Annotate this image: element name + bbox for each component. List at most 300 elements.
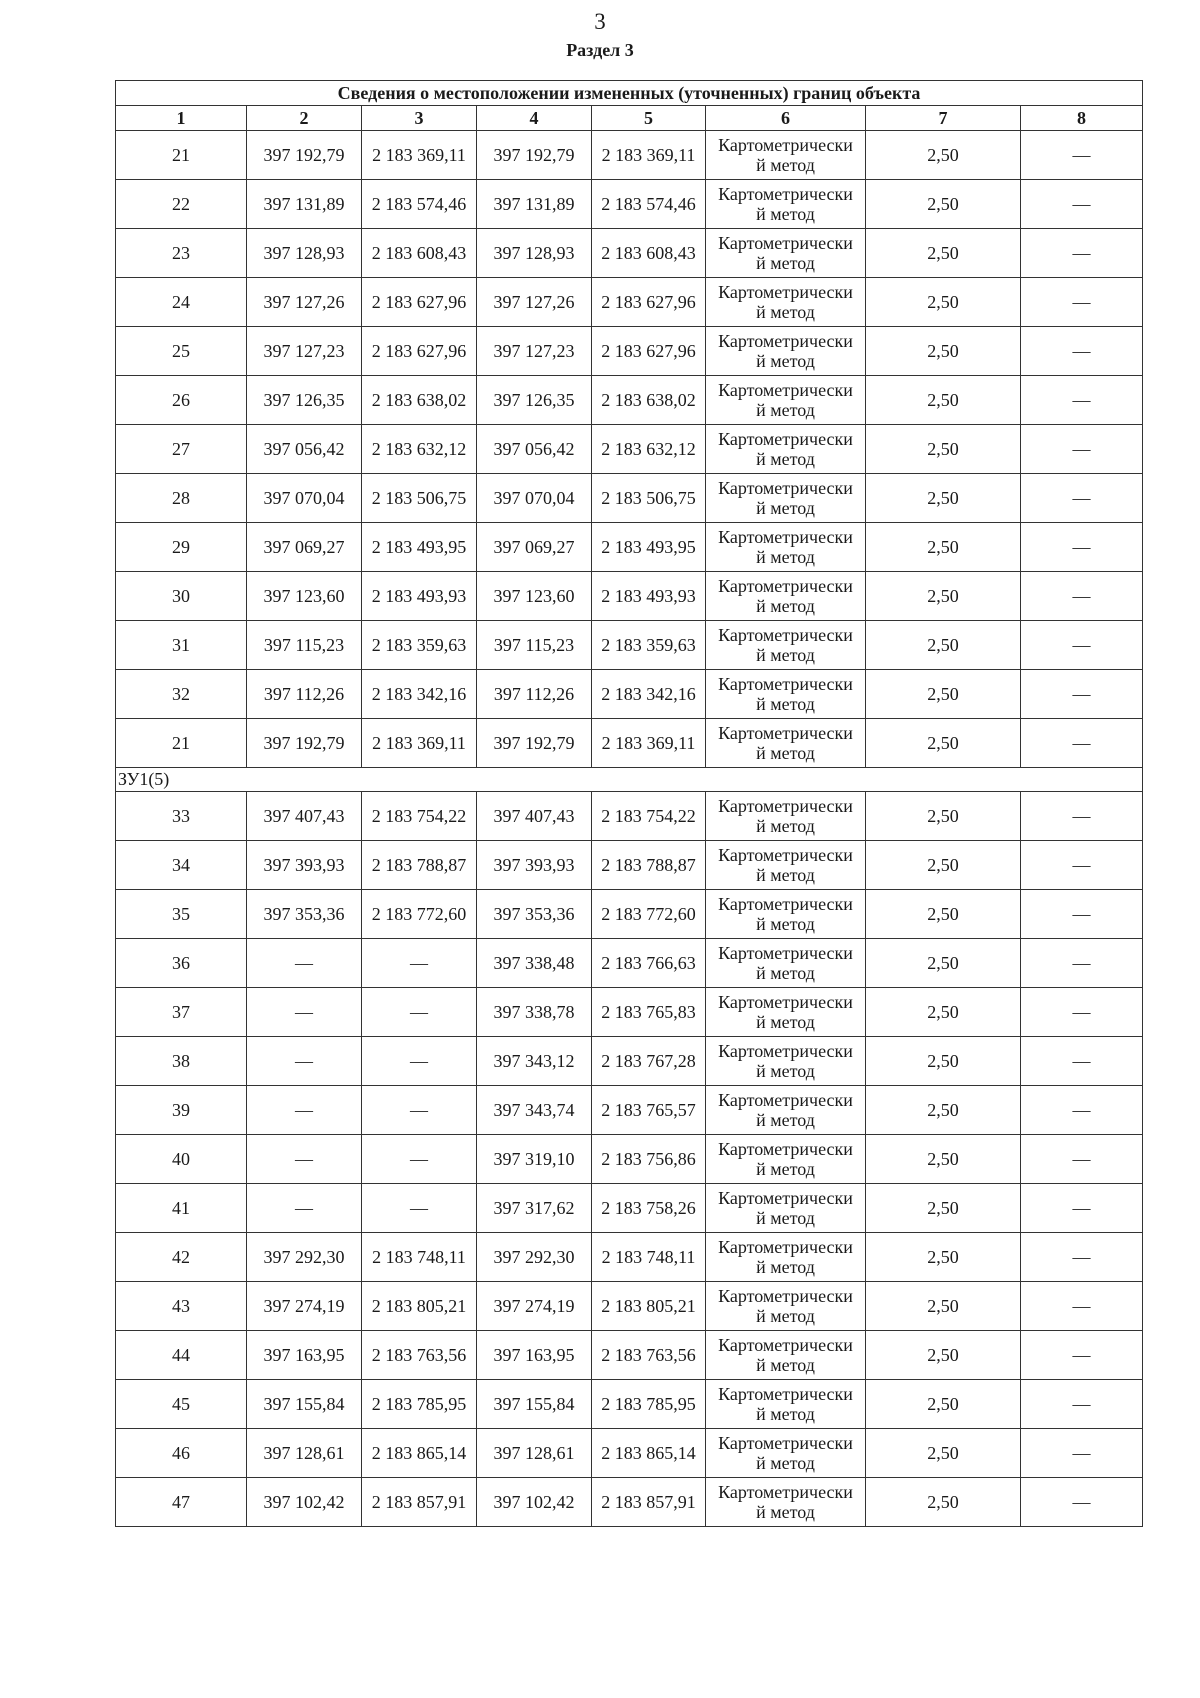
point-number-cell: 33 (116, 792, 247, 841)
accuracy-cell: 2,50 (866, 1135, 1021, 1184)
new-y-cell: 2 183 763,56 (592, 1331, 706, 1380)
description-cell: — (1021, 670, 1143, 719)
description-cell: — (1021, 621, 1143, 670)
old-y-cell: 2 183 369,11 (362, 719, 477, 768)
column-header: 2 (247, 106, 362, 131)
table-row (116, 1380, 1143, 1429)
new-x-cell: 397 338,78 (477, 988, 592, 1037)
point-number-cell: 29 (116, 523, 247, 572)
table-row (116, 1233, 1143, 1282)
accuracy-cell: 2,50 (866, 376, 1021, 425)
description-cell: — (1021, 1478, 1143, 1527)
table-row (116, 523, 1143, 572)
table-row (116, 1184, 1143, 1233)
old-y-cell: 2 183 632,12 (362, 425, 477, 474)
old-x-cell: 397 115,23 (247, 621, 362, 670)
accuracy-cell: 2,50 (866, 1380, 1021, 1429)
method-line-2: й метод (756, 1502, 815, 1522)
table-row (116, 939, 1143, 988)
description-cell: — (1021, 719, 1143, 768)
method-line-2: й метод (756, 498, 815, 518)
description-cell: — (1021, 474, 1143, 523)
old-x-cell: 397 102,42 (247, 1478, 362, 1527)
accuracy-cell: 2,50 (866, 1037, 1021, 1086)
accuracy-cell: 2,50 (866, 621, 1021, 670)
description-cell: — (1021, 1037, 1143, 1086)
method-cell (706, 180, 866, 229)
point-number-cell: 42 (116, 1233, 247, 1282)
new-x-cell: 397 127,23 (477, 327, 592, 376)
new-x-cell: 397 102,42 (477, 1478, 592, 1527)
method-cell (706, 131, 866, 180)
method-cell (706, 376, 866, 425)
table-row (116, 1086, 1143, 1135)
method-line-2: й метод (756, 1012, 815, 1032)
point-number-cell: 36 (116, 939, 247, 988)
group-label: ЗУ1(5) (116, 768, 1143, 792)
old-x-cell: — (247, 1135, 362, 1184)
point-number-cell: 45 (116, 1380, 247, 1429)
method-line-1: Картометрически (718, 1482, 853, 1502)
new-x-cell: 397 292,30 (477, 1233, 592, 1282)
column-header-row (116, 106, 1143, 131)
new-y-cell: 2 183 756,86 (592, 1135, 706, 1184)
method-cell (706, 1184, 866, 1233)
new-x-cell: 397 393,93 (477, 841, 592, 890)
method-line-1: Картометрически (718, 1041, 853, 1061)
old-y-cell: 2 183 493,95 (362, 523, 477, 572)
old-y-cell: 2 183 627,96 (362, 327, 477, 376)
accuracy-cell: 2,50 (866, 670, 1021, 719)
method-line-2: й метод (756, 1061, 815, 1081)
new-x-cell: 397 127,26 (477, 278, 592, 327)
old-y-cell: — (362, 988, 477, 1037)
method-cell (706, 1380, 866, 1429)
method-line-2: й метод (756, 155, 815, 175)
point-number-cell: 35 (116, 890, 247, 939)
description-cell: — (1021, 1086, 1143, 1135)
method-line-2: й метод (756, 596, 815, 616)
table-row (116, 229, 1143, 278)
method-cell (706, 327, 866, 376)
point-number-cell: 26 (116, 376, 247, 425)
method-cell (706, 1282, 866, 1331)
method-line-1: Картометрически (718, 478, 853, 498)
method-cell (706, 1233, 866, 1282)
method-cell (706, 1478, 866, 1527)
new-x-cell: 397 319,10 (477, 1135, 592, 1184)
point-number-cell: 47 (116, 1478, 247, 1527)
table-title: Сведения о местоположении измененных (уточненных) границ объекта (116, 81, 1143, 106)
description-cell: — (1021, 988, 1143, 1037)
method-cell (706, 229, 866, 278)
new-x-cell: 397 338,48 (477, 939, 592, 988)
method-cell (706, 1086, 866, 1135)
old-y-cell: 2 183 627,96 (362, 278, 477, 327)
method-line-2: й метод (756, 302, 815, 322)
column-header: 8 (1021, 106, 1143, 131)
point-number-cell: 31 (116, 621, 247, 670)
method-cell (706, 670, 866, 719)
old-y-cell: 2 183 493,93 (362, 572, 477, 621)
method-cell (706, 572, 866, 621)
method-cell (706, 621, 866, 670)
description-cell: — (1021, 1429, 1143, 1478)
accuracy-cell: 2,50 (866, 1429, 1021, 1478)
description-cell: — (1021, 425, 1143, 474)
method-cell (706, 425, 866, 474)
description-cell: — (1021, 1282, 1143, 1331)
new-y-cell: 2 183 772,60 (592, 890, 706, 939)
description-cell: — (1021, 572, 1143, 621)
new-y-cell: 2 183 369,11 (592, 131, 706, 180)
description-cell: — (1021, 523, 1143, 572)
old-x-cell: 397 393,93 (247, 841, 362, 890)
new-y-cell: 2 183 627,96 (592, 278, 706, 327)
new-x-cell: 397 112,26 (477, 670, 592, 719)
accuracy-cell: 2,50 (866, 1184, 1021, 1233)
method-line-1: Картометрически (718, 723, 853, 743)
table-row (116, 719, 1143, 768)
point-number-cell: 25 (116, 327, 247, 376)
description-cell: — (1021, 1184, 1143, 1233)
old-x-cell: 397 112,26 (247, 670, 362, 719)
old-x-cell: 397 407,43 (247, 792, 362, 841)
accuracy-cell: 2,50 (866, 229, 1021, 278)
method-line-2: й метод (756, 1159, 815, 1179)
table-row (116, 841, 1143, 890)
point-number-cell: 46 (116, 1429, 247, 1478)
new-x-cell: 397 155,84 (477, 1380, 592, 1429)
method-line-2: й метод (756, 1355, 815, 1375)
column-header: 5 (592, 106, 706, 131)
description-cell: — (1021, 890, 1143, 939)
table-row (116, 1478, 1143, 1527)
table-row (116, 1429, 1143, 1478)
section-title: Раздел 3 (566, 40, 634, 60)
new-x-cell: 397 407,43 (477, 792, 592, 841)
old-x-cell: — (247, 1184, 362, 1233)
description-cell: — (1021, 229, 1143, 278)
new-y-cell: 2 183 369,11 (592, 719, 706, 768)
old-y-cell: 2 183 857,91 (362, 1478, 477, 1527)
new-x-cell: 397 056,42 (477, 425, 592, 474)
accuracy-cell: 2,50 (866, 1086, 1021, 1135)
description-cell: — (1021, 792, 1143, 841)
table-row (116, 1331, 1143, 1380)
old-x-cell: 397 070,04 (247, 474, 362, 523)
old-x-cell: 397 056,42 (247, 425, 362, 474)
method-line-1: Картометрически (718, 135, 853, 155)
accuracy-cell: 2,50 (866, 474, 1021, 523)
old-y-cell: 2 183 772,60 (362, 890, 477, 939)
old-y-cell: 2 183 359,63 (362, 621, 477, 670)
method-line-1: Картометрически (718, 1090, 853, 1110)
accuracy-cell: 2,50 (866, 1282, 1021, 1331)
method-line-2: й метод (756, 1110, 815, 1130)
old-x-cell: 397 126,35 (247, 376, 362, 425)
old-y-cell: — (362, 1184, 477, 1233)
method-line-2: й метод (756, 743, 815, 763)
old-x-cell: 397 353,36 (247, 890, 362, 939)
new-y-cell: 2 183 493,95 (592, 523, 706, 572)
new-x-cell: 397 353,36 (477, 890, 592, 939)
table-row (116, 327, 1143, 376)
old-y-cell: 2 183 865,14 (362, 1429, 477, 1478)
new-x-cell: 397 070,04 (477, 474, 592, 523)
method-cell (706, 1037, 866, 1086)
method-line-1: Картометрически (718, 1286, 853, 1306)
table-row (116, 621, 1143, 670)
method-cell (706, 1331, 866, 1380)
old-y-cell: 2 183 342,16 (362, 670, 477, 719)
method-line-2: й метод (756, 547, 815, 567)
new-y-cell: 2 183 638,02 (592, 376, 706, 425)
description-cell: — (1021, 376, 1143, 425)
point-number-cell: 38 (116, 1037, 247, 1086)
method-line-1: Картометрически (718, 674, 853, 694)
table-row (116, 988, 1143, 1037)
old-y-cell: — (362, 939, 477, 988)
old-x-cell: 397 128,93 (247, 229, 362, 278)
description-cell: — (1021, 939, 1143, 988)
method-line-2: й метод (756, 865, 815, 885)
old-y-cell: 2 183 748,11 (362, 1233, 477, 1282)
method-line-1: Картометрически (718, 1433, 853, 1453)
description-cell: — (1021, 1233, 1143, 1282)
method-cell (706, 939, 866, 988)
method-line-1: Картометрически (718, 1237, 853, 1257)
new-y-cell: 2 183 805,21 (592, 1282, 706, 1331)
table-row (116, 1135, 1143, 1184)
accuracy-cell: 2,50 (866, 131, 1021, 180)
new-x-cell: 397 274,19 (477, 1282, 592, 1331)
old-x-cell: 397 192,79 (247, 131, 362, 180)
method-cell (706, 792, 866, 841)
new-y-cell: 2 183 765,57 (592, 1086, 706, 1135)
description-cell: — (1021, 841, 1143, 890)
column-header: 3 (362, 106, 477, 131)
column-header: 4 (477, 106, 592, 131)
new-x-cell: 397 192,79 (477, 719, 592, 768)
point-number-cell: 34 (116, 841, 247, 890)
method-line-2: й метод (756, 963, 815, 983)
method-line-2: й метод (756, 1257, 815, 1277)
accuracy-cell: 2,50 (866, 278, 1021, 327)
old-x-cell: 397 155,84 (247, 1380, 362, 1429)
method-line-1: Картометрически (718, 845, 853, 865)
old-x-cell: 397 131,89 (247, 180, 362, 229)
old-x-cell: — (247, 988, 362, 1037)
table-row (116, 376, 1143, 425)
group-label-row (116, 768, 1143, 792)
old-y-cell: 2 183 608,43 (362, 229, 477, 278)
new-x-cell: 397 192,79 (477, 131, 592, 180)
old-y-cell: 2 183 506,75 (362, 474, 477, 523)
new-y-cell: 2 183 574,46 (592, 180, 706, 229)
new-x-cell: 397 126,35 (477, 376, 592, 425)
new-y-cell: 2 183 632,12 (592, 425, 706, 474)
method-line-1: Картометрически (718, 1335, 853, 1355)
method-cell (706, 523, 866, 572)
old-y-cell: — (362, 1086, 477, 1135)
new-y-cell: 2 183 359,63 (592, 621, 706, 670)
method-line-1: Картометрически (718, 943, 853, 963)
point-number-cell: 32 (116, 670, 247, 719)
description-cell: — (1021, 180, 1143, 229)
old-y-cell: 2 183 574,46 (362, 180, 477, 229)
method-line-1: Картометрически (718, 380, 853, 400)
method-line-1: Картометрически (718, 1139, 853, 1159)
method-line-2: й метод (756, 694, 815, 714)
column-header: 6 (706, 106, 866, 131)
new-y-cell: 2 183 766,63 (592, 939, 706, 988)
method-line-1: Картометрически (718, 184, 853, 204)
description-cell: — (1021, 278, 1143, 327)
old-x-cell: 397 069,27 (247, 523, 362, 572)
accuracy-cell: 2,50 (866, 890, 1021, 939)
new-x-cell: 397 343,12 (477, 1037, 592, 1086)
new-y-cell: 2 183 748,11 (592, 1233, 706, 1282)
point-number-cell: 21 (116, 131, 247, 180)
new-y-cell: 2 183 506,75 (592, 474, 706, 523)
accuracy-cell: 2,50 (866, 841, 1021, 890)
method-line-2: й метод (756, 449, 815, 469)
point-number-cell: 28 (116, 474, 247, 523)
point-number-cell: 22 (116, 180, 247, 229)
new-y-cell: 2 183 608,43 (592, 229, 706, 278)
table-row (116, 131, 1143, 180)
method-line-1: Картометрически (718, 625, 853, 645)
accuracy-cell: 2,50 (866, 572, 1021, 621)
old-y-cell: 2 183 805,21 (362, 1282, 477, 1331)
method-line-2: й метод (756, 1306, 815, 1326)
new-x-cell: 397 123,60 (477, 572, 592, 621)
point-number-cell: 27 (116, 425, 247, 474)
page-number: 3 (594, 9, 606, 34)
method-line-1: Картометрически (718, 1188, 853, 1208)
method-cell (706, 278, 866, 327)
new-y-cell: 2 183 765,83 (592, 988, 706, 1037)
old-x-cell: 397 274,19 (247, 1282, 362, 1331)
old-x-cell: 397 292,30 (247, 1233, 362, 1282)
method-line-1: Картометрически (718, 796, 853, 816)
column-header: 1 (116, 106, 247, 131)
table-row (116, 278, 1143, 327)
accuracy-cell: 2,50 (866, 1331, 1021, 1380)
accuracy-cell: 2,50 (866, 792, 1021, 841)
old-x-cell: — (247, 1037, 362, 1086)
new-y-cell: 2 183 788,87 (592, 841, 706, 890)
new-x-cell: 397 317,62 (477, 1184, 592, 1233)
old-y-cell: 2 183 369,11 (362, 131, 477, 180)
new-y-cell: 2 183 857,91 (592, 1478, 706, 1527)
method-line-2: й метод (756, 816, 815, 836)
point-number-cell: 21 (116, 719, 247, 768)
method-line-2: й метод (756, 400, 815, 420)
method-cell (706, 890, 866, 939)
point-number-cell: 44 (116, 1331, 247, 1380)
point-number-cell: 23 (116, 229, 247, 278)
table-row (116, 1037, 1143, 1086)
method-cell (706, 474, 866, 523)
new-x-cell: 397 343,74 (477, 1086, 592, 1135)
new-x-cell: 397 163,95 (477, 1331, 592, 1380)
new-y-cell: 2 183 767,28 (592, 1037, 706, 1086)
table-row (116, 890, 1143, 939)
method-line-1: Картометрически (718, 233, 853, 253)
new-y-cell: 2 183 342,16 (592, 670, 706, 719)
old-y-cell: 2 183 788,87 (362, 841, 477, 890)
accuracy-cell: 2,50 (866, 719, 1021, 768)
point-number-cell: 30 (116, 572, 247, 621)
old-y-cell: 2 183 763,56 (362, 1331, 477, 1380)
accuracy-cell: 2,50 (866, 425, 1021, 474)
point-number-cell: 37 (116, 988, 247, 1037)
old-x-cell: — (247, 939, 362, 988)
table-row (116, 670, 1143, 719)
new-x-cell: 397 131,89 (477, 180, 592, 229)
method-line-1: Картометрически (718, 992, 853, 1012)
description-cell: — (1021, 1380, 1143, 1429)
method-cell (706, 988, 866, 1037)
boundary-coordinates-table (115, 80, 1143, 1527)
new-x-cell: 397 128,61 (477, 1429, 592, 1478)
old-x-cell: 397 163,95 (247, 1331, 362, 1380)
description-cell: — (1021, 327, 1143, 376)
table-title-row (116, 81, 1143, 106)
method-line-2: й метод (756, 253, 815, 273)
old-x-cell: 397 123,60 (247, 572, 362, 621)
method-line-1: Картометрически (718, 1384, 853, 1404)
old-y-cell: 2 183 638,02 (362, 376, 477, 425)
method-line-2: й метод (756, 1453, 815, 1473)
table-row (116, 180, 1143, 229)
method-cell (706, 841, 866, 890)
old-x-cell: 397 127,23 (247, 327, 362, 376)
point-number-cell: 43 (116, 1282, 247, 1331)
point-number-cell: 39 (116, 1086, 247, 1135)
method-line-1: Картометрически (718, 894, 853, 914)
method-line-2: й метод (756, 204, 815, 224)
new-y-cell: 2 183 785,95 (592, 1380, 706, 1429)
method-line-2: й метод (756, 914, 815, 934)
new-y-cell: 2 183 758,26 (592, 1184, 706, 1233)
method-line-1: Картометрически (718, 429, 853, 449)
old-y-cell: 2 183 785,95 (362, 1380, 477, 1429)
old-y-cell: — (362, 1135, 477, 1184)
accuracy-cell: 2,50 (866, 523, 1021, 572)
old-x-cell: 397 192,79 (247, 719, 362, 768)
old-x-cell: 397 128,61 (247, 1429, 362, 1478)
table-row (116, 1282, 1143, 1331)
new-x-cell: 397 069,27 (477, 523, 592, 572)
accuracy-cell: 2,50 (866, 988, 1021, 1037)
new-x-cell: 397 115,23 (477, 621, 592, 670)
new-x-cell: 397 128,93 (477, 229, 592, 278)
table-row (116, 572, 1143, 621)
description-cell: — (1021, 1135, 1143, 1184)
point-number-cell: 24 (116, 278, 247, 327)
accuracy-cell: 2,50 (866, 327, 1021, 376)
point-number-cell: 41 (116, 1184, 247, 1233)
method-line-2: й метод (756, 1208, 815, 1228)
old-x-cell: — (247, 1086, 362, 1135)
new-y-cell: 2 183 493,93 (592, 572, 706, 621)
method-line-1: Картометрически (718, 282, 853, 302)
method-line-2: й метод (756, 645, 815, 665)
method-line-1: Картометрически (718, 576, 853, 596)
